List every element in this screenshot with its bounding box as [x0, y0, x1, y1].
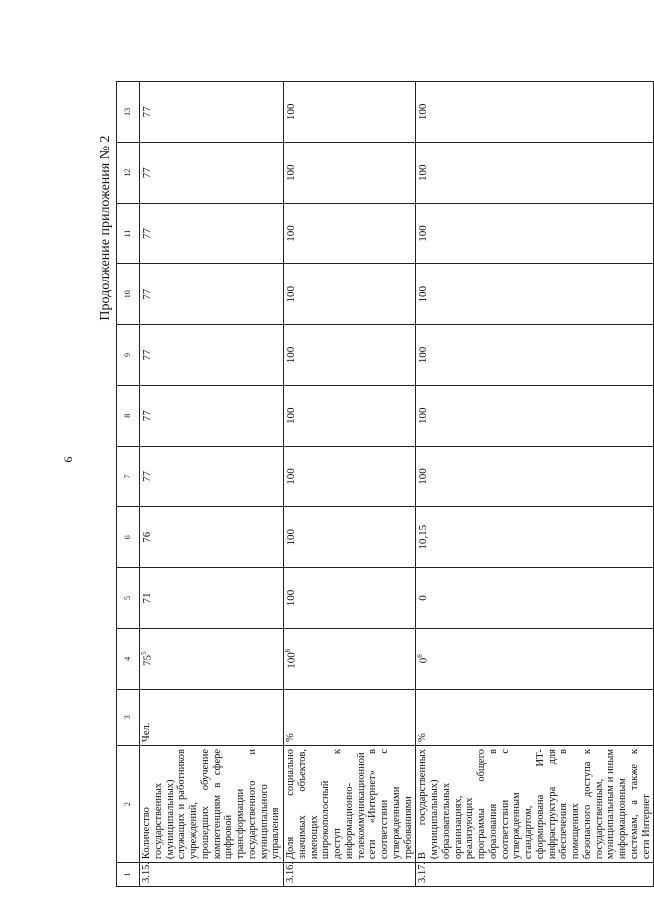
- header-row: [117, 82, 140, 887]
- table-row: [416, 82, 654, 887]
- column-header: 10: [117, 264, 140, 325]
- value-cell: 0: [416, 568, 654, 629]
- value-cell: 76: [140, 507, 284, 568]
- value-cell: 77: [140, 142, 284, 203]
- column-header: 12: [117, 142, 140, 203]
- column-header: 6: [117, 507, 140, 568]
- value-cell: 100: [284, 507, 416, 568]
- value-cell: 71: [140, 568, 284, 629]
- value-cell: 100: [416, 446, 654, 507]
- unit-cell: Чел.: [140, 689, 284, 745]
- column-header: 7: [117, 446, 140, 507]
- column-header: 2: [117, 745, 140, 862]
- value-cell: 100: [284, 568, 416, 629]
- base-value-cell: [284, 628, 416, 689]
- row-number: 3.17.: [416, 863, 654, 887]
- value-cell: 10,15: [416, 507, 654, 568]
- indicators-table-wrapper: [116, 81, 652, 887]
- footnote-mark: 5: [140, 651, 148, 655]
- indicator-name: Количество государственных (муниципальных) служащих и работников учреждений, прошедших обучение компетенциям в сфере цифровой трансформации государственного и муниципального управления: [140, 745, 284, 862]
- value-cell: 100: [284, 82, 416, 143]
- value-cell: 100: [416, 325, 654, 386]
- value-cell: 100: [284, 325, 416, 386]
- indicators-table: [116, 81, 654, 887]
- column-header: 3: [117, 689, 140, 745]
- value-cell: 100: [284, 446, 416, 507]
- value-cell: 77: [140, 446, 284, 507]
- value-cell: 100: [284, 385, 416, 446]
- value-cell: 77: [140, 203, 284, 264]
- table-row: [284, 82, 416, 887]
- value-cell: 100: [416, 82, 654, 143]
- column-header: 9: [117, 325, 140, 386]
- column-header: 4: [117, 628, 140, 689]
- column-header: 1: [117, 863, 140, 887]
- indicator-name: В государственных (муниципальных) образовательных организациях, реализующих программы общего образования в соответствии с утвержденным стандартом, сформирована ИТ-инфраструктура для обеспечения в помещениях безопасного доступа к государственным, муниципальным и иным информационным системам, а также к сети Интернет: [416, 745, 654, 862]
- base-value: 0: [417, 657, 430, 664]
- value-cell: 77: [140, 264, 284, 325]
- page-heading: [96, 135, 116, 321]
- footnote-mark: 6: [416, 654, 425, 658]
- unit-cell: %: [416, 689, 654, 745]
- page-number: 9: [61, 456, 76, 463]
- value-cell: 100: [416, 385, 654, 446]
- value-cell: 100: [416, 264, 654, 325]
- value-cell: 77: [140, 82, 284, 143]
- column-header: 5: [117, 568, 140, 629]
- base-value: 100: [285, 652, 298, 669]
- value-cell: 100: [284, 142, 416, 203]
- value-cell: 100: [416, 142, 654, 203]
- base-value-cell: [416, 628, 654, 689]
- value-cell: 100: [284, 264, 416, 325]
- value-cell: 100: [416, 203, 654, 264]
- value-cell: 77: [140, 325, 284, 386]
- row-number: 3.15.: [140, 863, 284, 887]
- value-cell: 100: [284, 203, 416, 264]
- base-value-cell: [140, 628, 284, 689]
- column-header: 11: [117, 203, 140, 264]
- footnote-mark: 6: [284, 648, 292, 653]
- column-header: 13: [117, 82, 140, 143]
- unit-cell: %: [284, 689, 416, 745]
- row-number: 3.16.: [284, 863, 416, 887]
- column-header: 8: [117, 385, 140, 446]
- base-value: 75: [141, 654, 154, 666]
- table-row: [140, 82, 284, 887]
- value-cell: 77: [140, 385, 284, 446]
- indicator-name: Доля социально значимых объектов, имеющих широкополосный доступ к информационно-телекоммуникационной сети «Интернет» в соответствии с утвержденными требованиями: [284, 745, 416, 862]
- heading-text: Продолжение приложения № 2: [98, 135, 113, 321]
